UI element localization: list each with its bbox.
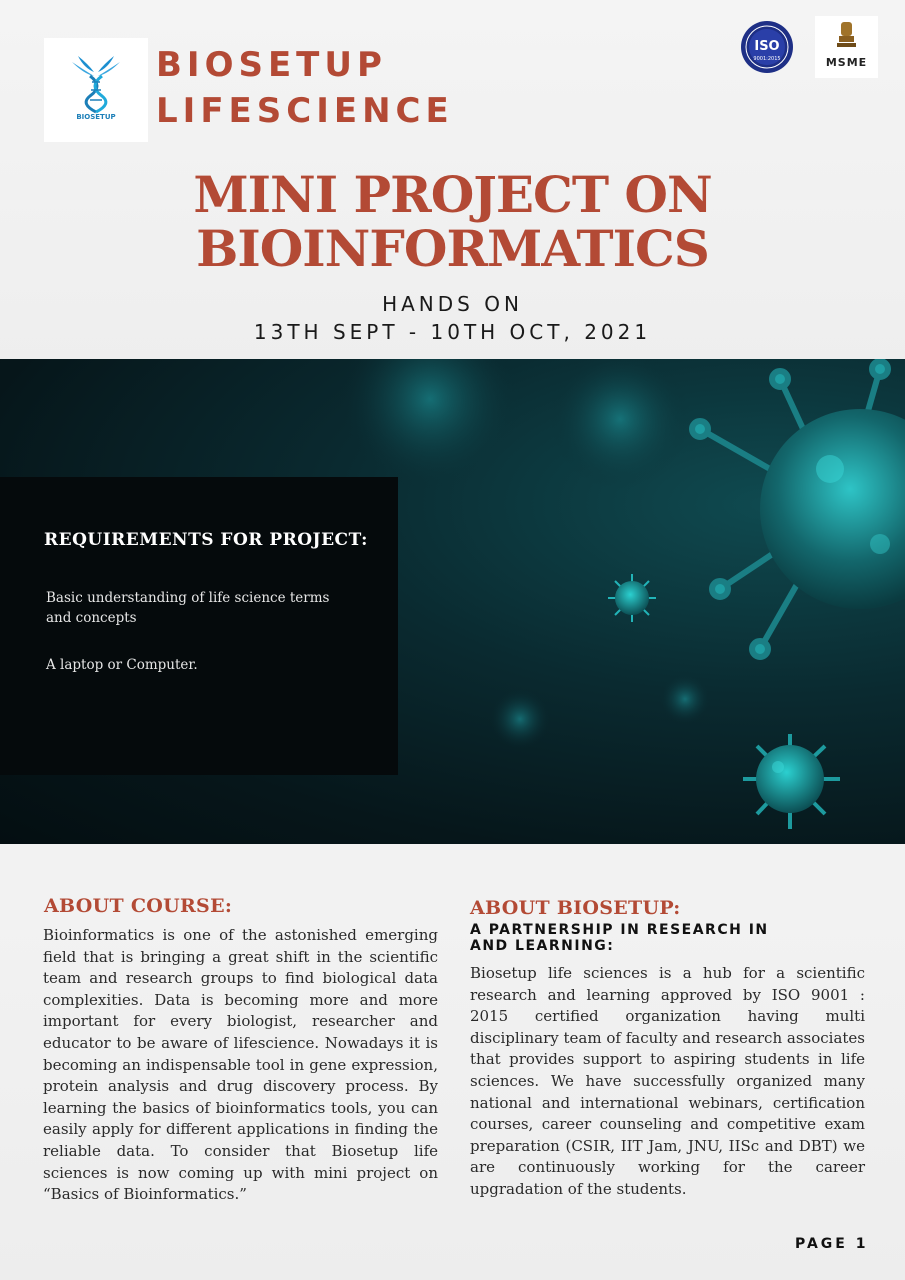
requirements-heading: REQUIREMENTS FOR PROJECT: xyxy=(44,530,368,550)
hands-on-label: HANDS ON xyxy=(382,292,523,316)
msme-label: MSME xyxy=(825,56,868,69)
iso-badge xyxy=(740,18,794,76)
brand-name xyxy=(156,42,454,134)
page-number: PAGE 1 xyxy=(795,1236,869,1252)
about-biosetup-heading: ABOUT BIOSETUP: xyxy=(470,897,681,919)
medium-virus-icon xyxy=(743,734,840,829)
iso-label: ISO xyxy=(754,39,780,54)
about-biosetup-text: Biosetup life sciences is a hub for a scientific research and learning approved by ISO 9001 : 2015 certified organization having multi disciplinary team of faculty and research associates that provides support to aspiring students in life sciences. We have successfully organized many national and international webinars, certification courses, career counseling and competitive exam preparation (CSIR, IIT Jam, JNU, IISc and DBT) we are continuously working for the career upgradation of the students. xyxy=(470,964,865,1198)
large-virus-icon xyxy=(692,361,905,657)
requirement-item: Basic understanding of life science terms and concepts xyxy=(46,590,330,626)
iso-number: 9001:2015 xyxy=(753,56,781,62)
emblem-icon xyxy=(815,16,878,56)
msme-badge xyxy=(815,16,878,78)
iso-seal-icon xyxy=(740,18,794,76)
brand-logo xyxy=(44,38,148,142)
brand-name-line2: LIFESCIENCE xyxy=(156,91,454,131)
brand-name-line1: BIOSETUP xyxy=(156,45,387,85)
hero-subtitle xyxy=(0,290,905,346)
small-virus-icon xyxy=(608,574,656,622)
title-line2: BIOINFORMATICS xyxy=(196,219,709,278)
about-course-text: Bioinformatics is one of the astonished emerging field that is bringing a great shift in the scientific team and research groups to find biological data complexities. Data is becoming more and more important for every biologist, researcher and educator to be aware of lifescience. Nowadays it is becoming an indispensable tool in gene expression, protein analysis and drug discovery process. By learning the basics of bioinformatics tools, you can easily apply for different applications in finding the reliable data. To consider that Biosetup life sciences is now coming up with mini project on “Basics of Bioinformatics.” xyxy=(43,926,438,1204)
about-biosetup-subheading: A PARTNERSHIP IN RESEARCH IN AND LEARNING: xyxy=(470,922,769,954)
logo-caption: BIOSETUP xyxy=(76,113,116,121)
title-line1: MINI PROJECT ON xyxy=(193,165,712,224)
requirement-item: A laptop or Computer. xyxy=(46,657,198,673)
date-range: 13TH SEPT - 10TH OCT, 2021 xyxy=(253,320,652,344)
page-title xyxy=(0,165,905,278)
dna-wings-icon xyxy=(44,38,148,142)
about-course-heading: ABOUT COURSE: xyxy=(44,895,233,917)
